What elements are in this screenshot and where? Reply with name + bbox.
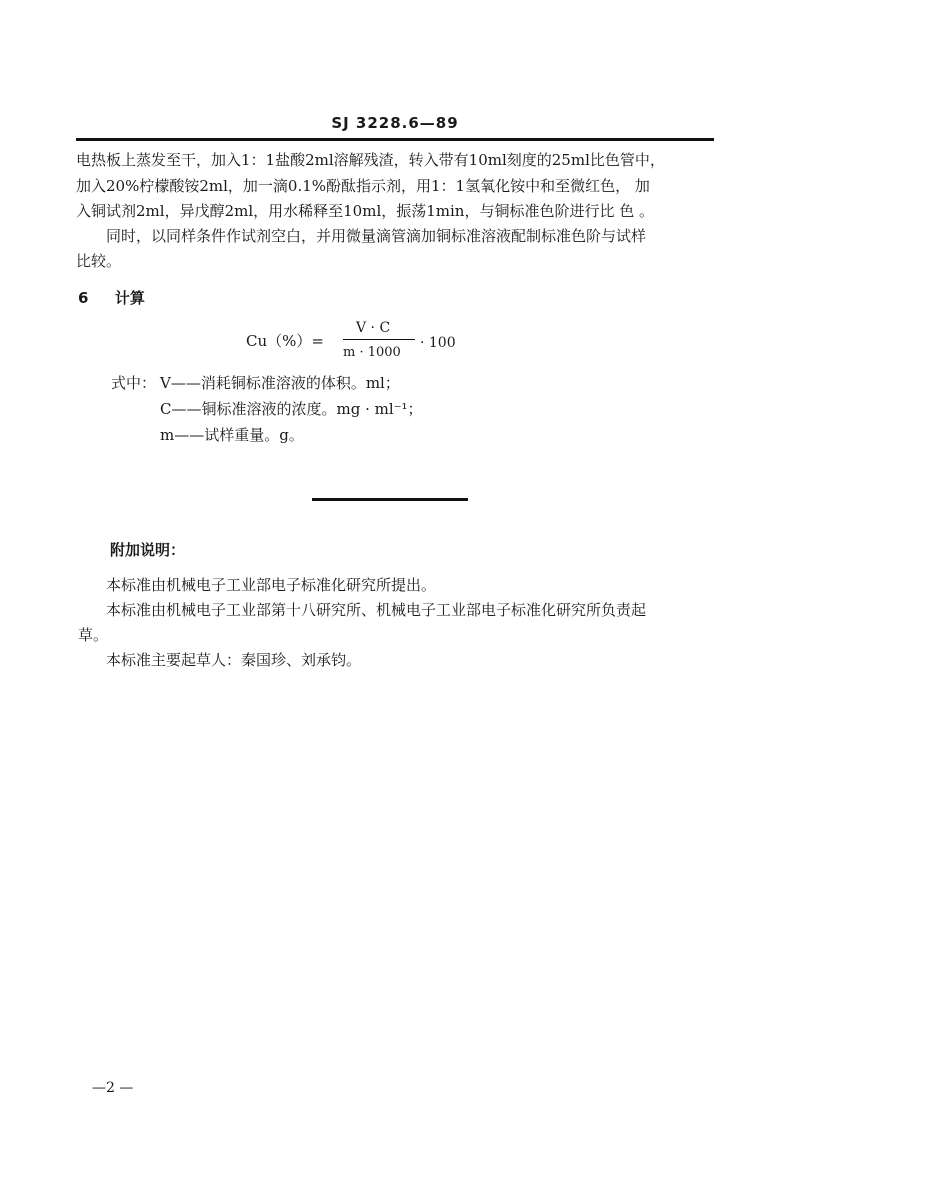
formula-numerator: V · C — [356, 320, 391, 336]
appendix-line-2b: 草。 — [78, 626, 109, 644]
formula-rhs: · 100 — [420, 335, 456, 351]
standard-code-header: SJ 3228.6—89 — [331, 114, 459, 132]
appendix-line-1: 本标准由机械电子工业部电子标准化研究所提出。 — [106, 576, 437, 594]
fraction-bar — [343, 339, 415, 340]
page-number: —2 — — [92, 1080, 134, 1096]
paragraph-2-line-1: 同时，以同样条件作试剂空白，并用微量滴管滴加铜标准溶液配制标准色阶与试样 — [106, 227, 647, 245]
definition-m: m——试样重量。g。 — [160, 426, 304, 444]
paragraph-1-line-3: 入铜试剂2ml，异戊醇2ml，用水稀释至10ml，振荡1min，与铜标准色阶进行比 色 。 — [76, 202, 655, 220]
formula-denominator: m · 1000 — [343, 345, 401, 360]
definitions-lead: 式中： — [111, 374, 157, 392]
definition-c: C——铜标准溶液的浓度。mg · ml⁻¹； — [160, 400, 423, 418]
formula-lhs: Cu（%）= — [246, 332, 324, 350]
section-title: 计算 — [114, 289, 145, 307]
definition-v: V——消耗铜标准溶液的体积。ml； — [160, 374, 400, 392]
section-number: 6 — [78, 289, 89, 307]
appendix-line-2a: 本标准由机械电子工业部第十八研究所、机械电子工业部电子标准化研究所负责起 — [106, 601, 647, 619]
section-separator — [312, 498, 468, 501]
paragraph-2-line-2: 比较。 — [76, 252, 122, 270]
section-6-heading — [78, 288, 145, 308]
appendix-line-3: 本标准主要起草人：秦国珍、刘承钧。 — [106, 651, 362, 669]
header-rule — [76, 138, 714, 141]
paragraph-1-line-1: 电热板上蒸发至干，加入1：1盐酸2ml溶解残渣，转入带有10ml刻度的25ml比色管中， — [76, 151, 665, 169]
paragraph-1-line-2: 加入20%柠檬酸铵2ml，加一滴0.1%酚酞指示剂，用1：1氢氧化铵中和至微红色， 加 — [76, 177, 650, 195]
appendix-title: 附加说明： — [110, 541, 186, 559]
